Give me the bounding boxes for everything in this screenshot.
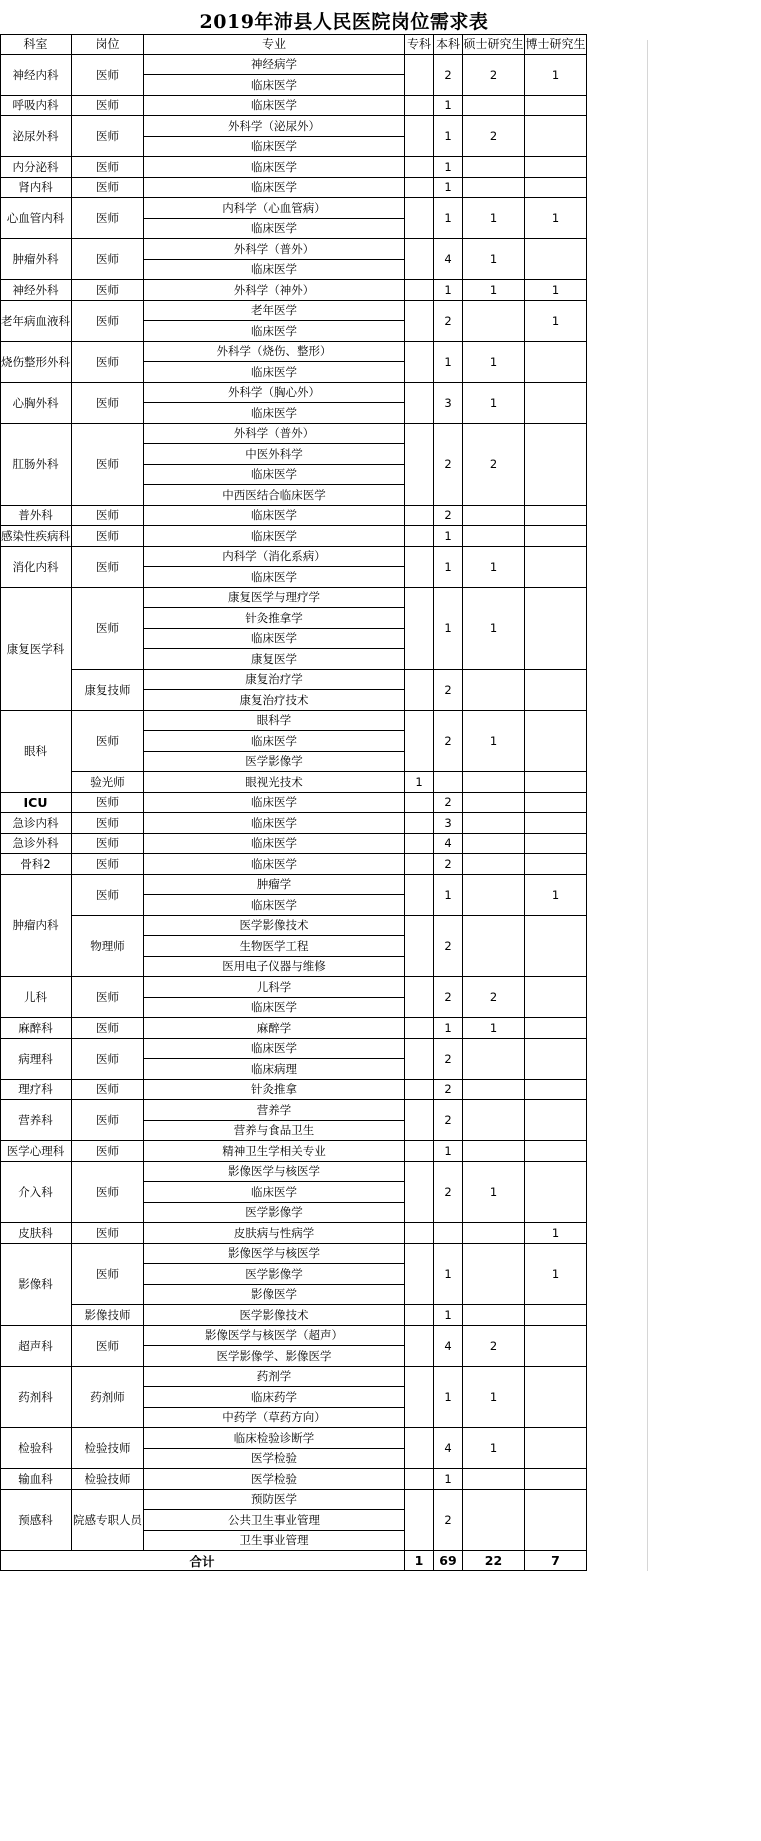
bachelor-count: 2 — [434, 793, 463, 814]
department-cell: 急诊内科 — [0, 813, 72, 834]
department-cell: 内分泌科 — [0, 157, 72, 178]
bachelor-count: 4 — [434, 239, 463, 280]
page-title: 2019年沛县人民医院岗位需求表 — [199, 10, 489, 33]
position-cell: 医师 — [72, 854, 144, 875]
position-cell: 医师 — [72, 280, 144, 301]
master-count: 1 — [463, 547, 525, 588]
bachelor-count: 1 — [434, 342, 463, 383]
master-count: 2 — [463, 55, 525, 96]
bachelor-count: 1 — [434, 280, 463, 301]
position-cell: 医师 — [72, 1223, 144, 1244]
department-cell: 理疗科 — [0, 1080, 72, 1101]
major-cell: 临床医学 — [144, 157, 405, 178]
major-cell: 医学影像技术 — [144, 916, 405, 937]
bachelor-count: 2 — [434, 1490, 463, 1552]
major-cell: 临床医学 — [144, 219, 405, 240]
department-cell: 肾内科 — [0, 178, 72, 199]
major-cell: 外科学（烧伤、整形） — [144, 342, 405, 363]
header-department: 科室 — [0, 34, 72, 55]
master-count: 2 — [463, 424, 525, 506]
major-cell: 中医外科学 — [144, 444, 405, 465]
major-cell: 医学影像学 — [144, 1203, 405, 1224]
bachelor-count: 1 — [434, 1244, 463, 1306]
major-cell: 临床医学 — [144, 137, 405, 158]
position-cell: 医师 — [72, 834, 144, 855]
department-cell: 烧伤整形外科 — [0, 342, 72, 383]
bachelor-count: 4 — [434, 834, 463, 855]
position-cell: 医师 — [72, 1100, 144, 1141]
bachelor-count: 3 — [434, 383, 463, 424]
position-cell: 医师 — [72, 116, 144, 157]
major-cell: 临床医学 — [144, 465, 405, 486]
bachelor-count: 2 — [434, 670, 463, 711]
major-cell: 影像医学与核医学 — [144, 1162, 405, 1183]
bachelor-count: 2 — [434, 854, 463, 875]
major-cell: 临床医学 — [144, 260, 405, 281]
major-cell: 康复医学与理疗学 — [144, 588, 405, 609]
major-cell: 临床医学 — [144, 75, 405, 96]
position-cell: 院感专职人员 — [72, 1490, 144, 1552]
position-cell: 物理师 — [72, 916, 144, 978]
position-cell: 验光师 — [72, 772, 144, 793]
bachelor-count: 1 — [434, 116, 463, 157]
department-cell: 肿瘤外科 — [0, 239, 72, 280]
master-count: 1 — [463, 198, 525, 239]
major-cell: 眼视光技术 — [144, 772, 405, 793]
department-cell: 检验科 — [0, 1428, 72, 1469]
doctor-count: 1 — [525, 280, 587, 301]
major-cell: 生物医学工程 — [144, 936, 405, 957]
master-count: 1 — [463, 280, 525, 301]
position-cell: 医师 — [72, 342, 144, 383]
bachelor-count: 2 — [434, 1080, 463, 1101]
major-cell: 临床检验诊断学 — [144, 1428, 405, 1449]
doctor-count: 1 — [525, 1223, 587, 1244]
position-cell: 医师 — [72, 239, 144, 280]
header-major: 专业 — [144, 34, 405, 55]
department-cell: 医学心理科 — [0, 1141, 72, 1162]
bachelor-count: 1 — [434, 1141, 463, 1162]
master-count: 1 — [463, 1367, 525, 1429]
department-cell: 眼科 — [0, 711, 72, 793]
major-cell: 临床医学 — [144, 1039, 405, 1060]
master-count: 1 — [463, 239, 525, 280]
major-cell: 临床医学 — [144, 793, 405, 814]
total-doctor: 7 — [525, 1551, 587, 1571]
major-cell: 影像医学与核医学（超声） — [144, 1326, 405, 1347]
position-cell: 医师 — [72, 55, 144, 96]
major-cell: 药剂学 — [144, 1367, 405, 1388]
department-cell: 老年病血液科 — [0, 301, 72, 342]
position-cell: 医师 — [72, 1326, 144, 1367]
master-count: 1 — [463, 342, 525, 383]
major-cell: 中西医结合临床医学 — [144, 485, 405, 506]
master-count: 1 — [463, 588, 525, 670]
position-cell: 医师 — [72, 198, 144, 239]
department-cell: 介入科 — [0, 1162, 72, 1224]
position-cell: 医师 — [72, 875, 144, 916]
major-cell: 临床医学 — [144, 731, 405, 752]
department-cell: 神经内科 — [0, 55, 72, 96]
bachelor-count: 1 — [434, 1469, 463, 1490]
major-cell: 中药学（草药方向） — [144, 1408, 405, 1429]
department-cell: 麻醉科 — [0, 1018, 72, 1039]
department-cell: 药剂科 — [0, 1367, 72, 1429]
bachelor-count: 2 — [434, 1039, 463, 1080]
position-cell: 医师 — [72, 301, 144, 342]
sheet-gridline — [647, 40, 648, 1571]
bachelor-count: 1 — [434, 178, 463, 199]
department-cell: 康复医学科 — [0, 588, 72, 711]
major-cell: 针灸推拿学 — [144, 608, 405, 629]
doctor-count: 1 — [525, 301, 587, 342]
major-cell: 临床医学 — [144, 321, 405, 342]
major-cell: 临床医学 — [144, 895, 405, 916]
major-cell: 外科学（泌尿外） — [144, 116, 405, 137]
major-cell: 临床医学 — [144, 526, 405, 547]
header-bachelor: 本科 — [434, 34, 463, 55]
position-cell: 医师 — [72, 178, 144, 199]
department-cell: 皮肤科 — [0, 1223, 72, 1244]
major-cell: 内科学（心血管病） — [144, 198, 405, 219]
bachelor-count: 2 — [434, 301, 463, 342]
major-cell: 卫生事业管理 — [144, 1531, 405, 1552]
position-cell: 医师 — [72, 506, 144, 527]
major-cell: 医学影像技术 — [144, 1305, 405, 1326]
doctor-count: 1 — [525, 875, 587, 916]
department-cell: 消化内科 — [0, 547, 72, 588]
major-cell: 麻醉学 — [144, 1018, 405, 1039]
major-cell: 外科学（普外） — [144, 239, 405, 260]
department-cell: 影像科 — [0, 1244, 72, 1326]
total-bachelor: 69 — [434, 1551, 463, 1571]
major-cell: 医学影像学 — [144, 1264, 405, 1285]
bachelor-count: 2 — [434, 1162, 463, 1224]
major-cell: 医学影像学 — [144, 752, 405, 773]
major-cell: 外科学（普外） — [144, 424, 405, 445]
major-cell: 临床医学 — [144, 834, 405, 855]
bachelor-count: 3 — [434, 813, 463, 834]
position-cell: 医师 — [72, 96, 144, 117]
major-cell: 眼科学 — [144, 711, 405, 732]
department-cell: 肛肠外科 — [0, 424, 72, 506]
doctor-count: 1 — [525, 55, 587, 96]
major-cell: 外科学（神外） — [144, 280, 405, 301]
position-cell: 医师 — [72, 1080, 144, 1101]
position-cell: 医师 — [72, 793, 144, 814]
header-doctor: 博士研究生 — [525, 34, 587, 55]
bachelor-count: 2 — [434, 916, 463, 978]
table-frame — [0, 34, 587, 1571]
bachelor-count: 1 — [434, 1305, 463, 1326]
master-count: 1 — [463, 1018, 525, 1039]
department-cell: 心血管内科 — [0, 198, 72, 239]
major-cell: 临床医学 — [144, 506, 405, 527]
master-count: 1 — [463, 711, 525, 773]
major-cell: 影像医学 — [144, 1285, 405, 1306]
position-cell: 医师 — [72, 383, 144, 424]
major-cell: 公共卫生事业管理 — [144, 1510, 405, 1531]
major-cell: 临床医学 — [144, 854, 405, 875]
major-cell: 临床医学 — [144, 178, 405, 199]
major-cell: 临床药学 — [144, 1387, 405, 1408]
bachelor-count: 1 — [434, 1018, 463, 1039]
major-cell: 营养学 — [144, 1100, 405, 1121]
master-count: 2 — [463, 116, 525, 157]
department-cell: 普外科 — [0, 506, 72, 527]
major-cell: 针灸推拿 — [144, 1080, 405, 1101]
bachelor-count: 4 — [434, 1428, 463, 1469]
major-cell: 临床医学 — [144, 629, 405, 650]
major-cell: 临床医学 — [144, 998, 405, 1019]
bachelor-count: 1 — [434, 198, 463, 239]
department-cell: 预感科 — [0, 1490, 72, 1552]
position-cell: 康复技师 — [72, 670, 144, 711]
bachelor-count: 2 — [434, 1100, 463, 1141]
department-cell: 肿瘤内科 — [0, 875, 72, 978]
position-cell: 医师 — [72, 1018, 144, 1039]
major-cell: 神经病学 — [144, 55, 405, 76]
major-cell: 老年医学 — [144, 301, 405, 322]
department-cell: 儿科 — [0, 977, 72, 1018]
major-cell: 康复治疗技术 — [144, 690, 405, 711]
position-cell: 医师 — [72, 588, 144, 670]
position-cell: 医师 — [72, 1162, 144, 1224]
master-count: 2 — [463, 1326, 525, 1367]
major-cell: 临床医学 — [144, 403, 405, 424]
master-count: 1 — [463, 1162, 525, 1224]
position-cell: 医师 — [72, 1141, 144, 1162]
major-cell: 预防医学 — [144, 1490, 405, 1511]
major-cell: 临床医学 — [144, 96, 405, 117]
bachelor-count: 1 — [434, 1367, 463, 1429]
position-cell: 医师 — [72, 711, 144, 773]
position-cell: 医师 — [72, 977, 144, 1018]
position-cell: 医师 — [72, 526, 144, 547]
position-cell: 医师 — [72, 813, 144, 834]
position-cell: 医师 — [72, 547, 144, 588]
department-cell: 神经外科 — [0, 280, 72, 301]
doctor-count: 1 — [525, 198, 587, 239]
header-master: 硕士研究生 — [463, 34, 525, 55]
major-cell: 儿科学 — [144, 977, 405, 998]
department-cell: 心胸外科 — [0, 383, 72, 424]
position-cell: 药剂师 — [72, 1367, 144, 1429]
major-cell: 影像医学与核医学 — [144, 1244, 405, 1265]
bachelor-count: 1 — [434, 96, 463, 117]
bachelor-count: 1 — [434, 875, 463, 916]
bachelor-count: 1 — [434, 526, 463, 547]
department-cell: 呼吸内科 — [0, 96, 72, 117]
position-cell: 检验技师 — [72, 1428, 144, 1469]
position-cell: 检验技师 — [72, 1469, 144, 1490]
major-cell: 临床病理 — [144, 1059, 405, 1080]
bachelor-count: 2 — [434, 424, 463, 506]
master-count: 1 — [463, 1428, 525, 1469]
major-cell: 临床医学 — [144, 362, 405, 383]
department-cell: 感染性疾病科 — [0, 526, 72, 547]
position-cell: 医师 — [72, 157, 144, 178]
header-position: 岗位 — [72, 34, 144, 55]
department-cell: 病理科 — [0, 1039, 72, 1080]
major-cell: 医用电子仪器与维修 — [144, 957, 405, 978]
major-cell: 肿瘤学 — [144, 875, 405, 896]
major-cell: 营养与食品卫生 — [144, 1121, 405, 1142]
major-cell: 医学影像学、影像医学 — [144, 1346, 405, 1367]
position-cell: 医师 — [72, 1039, 144, 1080]
bachelor-count: 2 — [434, 506, 463, 527]
master-count: 1 — [463, 383, 525, 424]
major-cell: 精神卫生学相关专业 — [144, 1141, 405, 1162]
major-cell: 临床医学 — [144, 567, 405, 588]
major-cell: 医学检验 — [144, 1449, 405, 1470]
major-cell: 康复治疗学 — [144, 670, 405, 691]
major-cell: 医学检验 — [144, 1469, 405, 1490]
major-cell: 康复医学 — [144, 649, 405, 670]
bachelor-count: 1 — [434, 588, 463, 670]
bachelor-count: 1 — [434, 547, 463, 588]
department-cell: ICU — [0, 793, 72, 814]
major-cell: 皮肤病与性病学 — [144, 1223, 405, 1244]
master-count: 2 — [463, 977, 525, 1018]
bachelor-count: 4 — [434, 1326, 463, 1367]
major-cell: 临床医学 — [144, 813, 405, 834]
bachelor-count: 2 — [434, 55, 463, 96]
position-cell: 影像技师 — [72, 1305, 144, 1326]
total-master: 22 — [463, 1551, 525, 1571]
total-junior-college: 1 — [405, 1551, 434, 1571]
bachelor-count: 2 — [434, 977, 463, 1018]
department-cell: 泌尿外科 — [0, 116, 72, 157]
position-cell: 医师 — [72, 424, 144, 506]
bachelor-count: 2 — [434, 711, 463, 773]
bachelor-count: 1 — [434, 157, 463, 178]
department-cell: 营养科 — [0, 1100, 72, 1141]
department-cell: 超声科 — [0, 1326, 72, 1367]
position-cell: 医师 — [72, 1244, 144, 1306]
department-cell: 骨科2 — [0, 854, 72, 875]
junior-college-count: 1 — [405, 772, 434, 793]
major-cell: 内科学（消化系病） — [144, 547, 405, 568]
major-cell: 外科学（胸心外） — [144, 383, 405, 404]
doctor-count: 1 — [525, 1244, 587, 1306]
department-cell: 输血科 — [0, 1469, 72, 1490]
department-cell: 急诊外科 — [0, 834, 72, 855]
header-junior-college: 专科 — [405, 34, 434, 55]
major-cell: 临床医学 — [144, 1182, 405, 1203]
total-label: 合计 — [0, 1551, 405, 1571]
